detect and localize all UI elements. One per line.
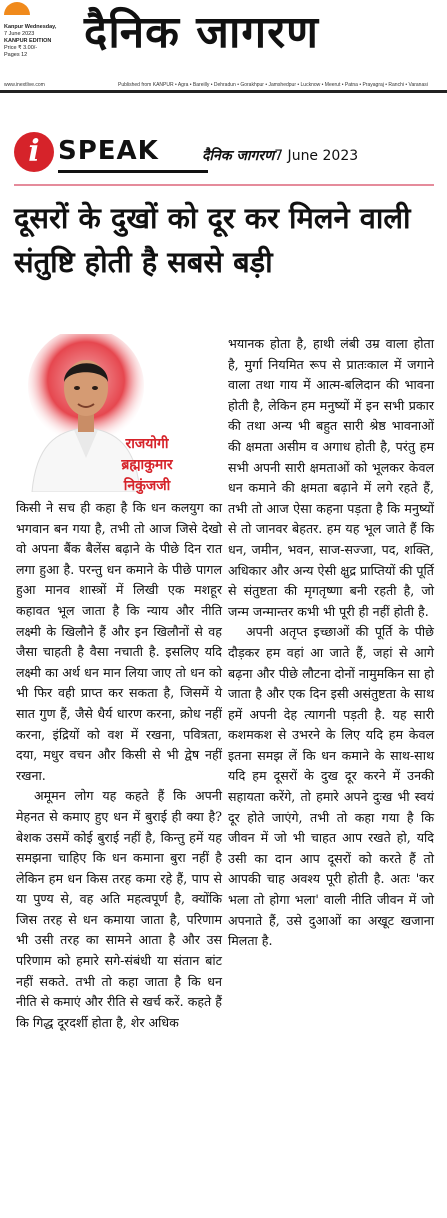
source-date [202, 146, 358, 165]
source-date-text: 7 June 2023 [274, 148, 359, 164]
ispeak-underline [58, 170, 208, 173]
source-paper-name: दैनिक जागरण [202, 148, 275, 164]
ispeak-label: SPEAK [58, 136, 159, 166]
author-name [92, 434, 202, 497]
article-paragraph: किसी ने सच ही कहा है कि धन कलयुग का भगवान बन गया है, तभी तो आज जिसे देखो वो अपना बैंक बैलेंस बढ़ाने के पीछे दिन रात लगा हुआ है. परन्तु धन कमाने के पीछे पागल हुआ मानव शास्त्रों में लिखी एक मशहूर कहावत भूल जाता है कि न्याय और नीति लक्ष्मी के खिलौने हैं और इन खिलौनों से वह जैसा चाहती है वैसा नचाती है. इसलिए यदि लक्ष्मी का अर्थ धन मान लिया जाए तो धन को भी फिर वही प्राप्त कर सकता है, जिसमें ये सात गुण हैं, जैसे धैर्य धारण करना, क्रोध नहीं करना, इंद्रियों को वश में रखना, पवित्रता, दया, मधुर वचन और किसी से भी द्वेष नहीं रखना. [16, 500, 222, 783]
sun-logo-icon [4, 2, 30, 15]
newspaper-title: दैनिक जागरण [84, 7, 319, 58]
masthead-url: www.inextlive.com [4, 82, 45, 88]
article-headline: दूसरों के दुखों को दूर कर मिलने वाली संतुष्टि होती है सबसे बड़ी [14, 201, 411, 279]
masthead-pages: Pages 12 [4, 52, 28, 58]
masthead-edition: KANPUR EDITION [4, 38, 52, 44]
masthead-price: Price ₹ 3.00/- [4, 45, 38, 51]
article-column-left [16, 498, 222, 1033]
article-column-right [228, 334, 434, 952]
masthead-published-from: Published from KANPUR • Agra • Bareilly • Dehradun • Gorakhpur • Jamshedpur • Lucknow • Meerut • Patna • Prayagraj • Ranchi • Varanasi [118, 82, 428, 88]
author-given-name: निकुंजजी [123, 478, 171, 494]
masthead-info [4, 24, 56, 59]
author-title: राजयोगी [125, 436, 169, 452]
ispeak-i-icon: i [14, 132, 54, 172]
header-divider [14, 184, 434, 186]
article-paragraph: भयानक होता है, हाथी लंबी उम्र वाला होता है, मुर्गा नियमित रूप से प्रातःकाल में जगाने वाला तथा गाय में आत्म-बलिदान की भावना होती है, लेकिन हम मनुष्यों में इन सभी प्रकार की तथा अन्य भी बहुत सारी श्रेष्ठ भावनाओं की क्षमता असीम व अगाध होती है, परंतु हम सभी अपनी सारी क्षमताओं को भूलकर केवल धन कमाने की क्षमता बढ़ाने में लगे रहते हैं, तभी तो आज ऐसा कहना पड़ता है कि मनुष्यों से तो जानवर बेहतर. हम यह भूल जाते हैं कि धन, जमीन, भवन, साज-सज्जा, पद, शक्ति, अधिकार और अन्य ऐसी क्षुद्र प्राप्तियों की पूर्ति से संतुष्टता की मृगतृष्णा बनी रहती है, जो जन्म जन्मान्तर कभी भी पूरी ही नहीं होती है. [228, 336, 434, 619]
masthead-divider [0, 90, 447, 93]
author-affiliation: ब्रह्माकुमार [121, 457, 173, 473]
masthead-date: 7 June 2023 [4, 31, 35, 37]
article-paragraph: अपनी अतृप्त इच्छाओं की पूर्ति के पीछे दौड़कर हम वहां आ जाते हैं, जहां से आगे बढ़ना और पीछे लौटना दोनों नामुमकिन सा हो जाता है और एक दिन इसी असंतुष्टता के साथ हमें अपनी देह त्यागनी पड़ती है. यह सारी कशमकश से उभरने के लिए यदि हम केवल इतना समझ लें कि धन कमाने के साथ-साथ यदि हम दूसरों के दुख दूर करने में उनकी सहायता करेंगे, तो हमारे अपने दुःख भी स्वयं दूर होते जाएंगे, तभी तो कहा गया है कि जीवन में जो भी चाहत आप रखते हो, यदि उसी का दान आप दूसरों को करते हैं तो आपकी चाह अवश्य पूरी होती है. अतः 'कर भला तो होगा भला' वाली नीति जीवन में जो अपनाते हैं, उसे दुआओं का अखूट खजाना मिलता है. [228, 624, 434, 949]
article-paragraph: अमूमन लोग यह कहते हैं कि अपनी मेहनत से कमाए हुए धन में बुराई ही क्या है? बेशक उसमें कोई बुराई नहीं है, किन्तु हमें यह समझना चाहिए कि धन कमाना बुरा नहीं है लेकिन हम धन किस तरह कमा रहे हैं, पाप से या पुण्य से, वह अति महत्वपूर्ण है, क्योंकि जिस तरह से धन कमाया जाता है, परिणाम भी उसी तरह का सामने आता है और उस परिणाम को हमारे सगे-संबंधी या संतान बांट नहीं सकते. तभी तो कहा जाता है कि धन नीति से कमाएं और रीति से खर्च करें. कहते हैं कि गिद्ध दूरदर्शी होता है, शेर अधिक [16, 788, 222, 1030]
masthead-city: Kanpur Wednesday, [4, 24, 57, 30]
masthead [0, 0, 447, 88]
